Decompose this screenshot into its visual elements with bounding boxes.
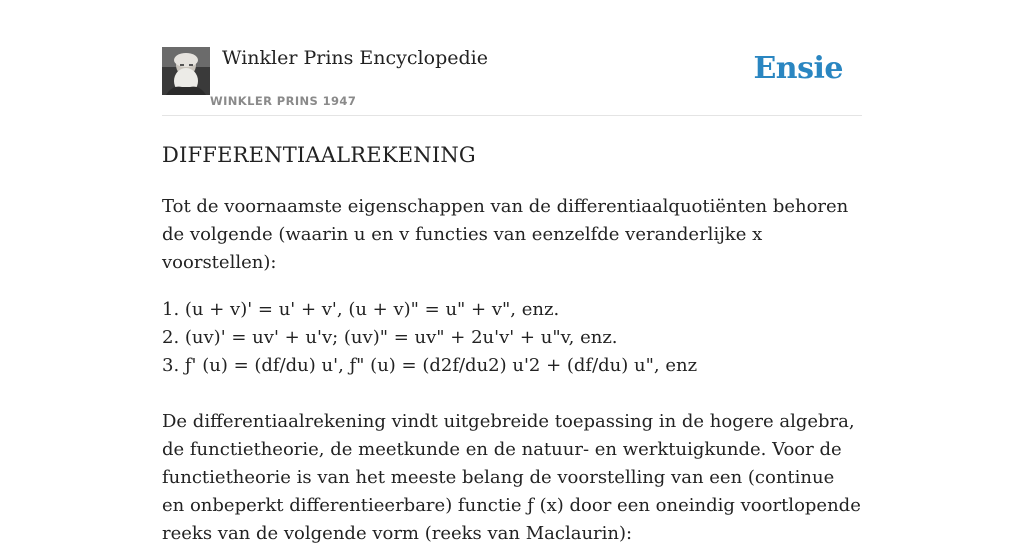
- article-body: [162, 193, 862, 548]
- article-title: DIFFERENTIAALREKENING: [162, 143, 476, 167]
- article-intro: Tot de voornaamste eigenschappen van de differentiaalquotiënten behoren de volgende (waarin u en v functies van eenzelfde veranderlijke x voorstellen):: [162, 196, 849, 273]
- portrait-avatar-icon[interactable]: [162, 47, 210, 95]
- formula-line: 1. (u + v)' = u' + v', (u + v)" = u" + v", enz.: [162, 299, 560, 320]
- formula-line: 3. ƒ' (u) = (df/du) u', ƒ" (u) = (d2f/du2) u'2 + (df/du) u", enz: [162, 355, 698, 376]
- article-paragraph: De differentiaalrekening vindt uitgebreide toepassing in de hogere algebra, de functietheorie, de meetkunde en de natuur- en werktuigkunde. Voor de functietheorie is van het meeste belang de voorstelling van een (continue en onbeperkt differentieerbare) functie ƒ (x) door een oneindig voortlopende reeks van de volgende vorm (reeks van Maclaurin):: [162, 411, 861, 544]
- formula-list: [162, 296, 862, 380]
- source-subtitle[interactable]: WINKLER PRINS 1947: [210, 94, 357, 108]
- formula-line: 2. (uv)' = uv' + u'v; (uv)" = uv" + 2u'v' + u"v, enz.: [162, 327, 618, 348]
- header-divider: [162, 115, 862, 116]
- source-title[interactable]: Winkler Prins Encyclopedie: [222, 47, 488, 69]
- portrait-avatar-graphic: [162, 47, 210, 95]
- brand-logo[interactable]: Ensie: [753, 51, 843, 86]
